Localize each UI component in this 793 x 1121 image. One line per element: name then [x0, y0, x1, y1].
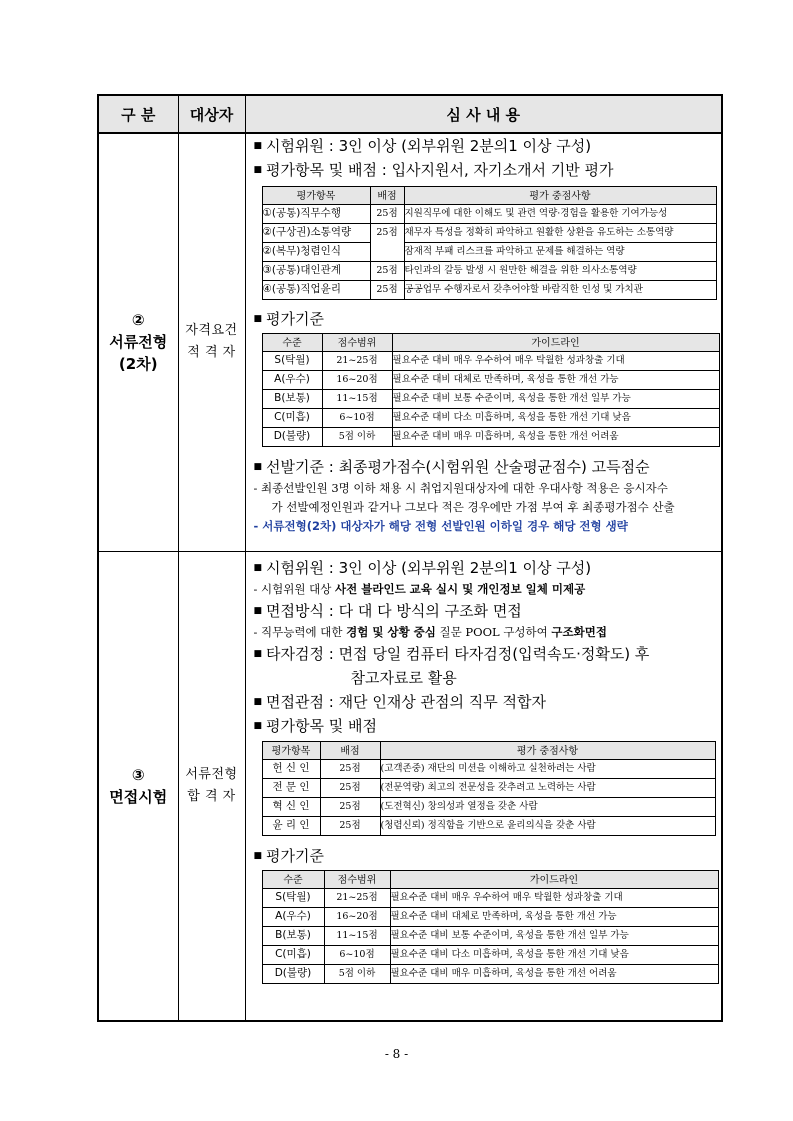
- table-row: [262, 945, 718, 964]
- score-cell: 25점: [370, 281, 404, 300]
- section3-target-line1: 서류전형: [185, 766, 238, 782]
- section3-examiners-note: - 시험위원 대상 사전 블라인드 교육 실시 및 개인정보 일체 미제공: [253, 581, 586, 596]
- section2-bullet-examiners: ■ 시험위원 : 3인 이상 (외부위원 2분의1 이상 구성): [253, 137, 592, 155]
- table-row: [262, 888, 718, 907]
- section2-selection-note-2: 가 선발예정인원과 같거나 그보다 적은 경우에만 가점 부여 후 최종평가점수 산출: [271, 500, 675, 514]
- score-cell: 25점: [320, 816, 380, 835]
- table-header-row: [262, 741, 715, 759]
- th-score: 배점: [320, 741, 380, 759]
- section2-items-table: [262, 186, 717, 300]
- section2-name: 서류전형: [109, 333, 168, 352]
- table-row: [262, 224, 716, 243]
- section2-selection-note-1: - 최종선발인원 3명 이하 채용 시 취업지원대상자에 대한 우대사항 적용은 응시자수: [253, 481, 668, 495]
- table-row: [262, 816, 715, 835]
- table-row: [262, 964, 718, 983]
- section2-content: [245, 133, 722, 551]
- guide-cell: 필요수준 대비 대체로 만족하며, 육성을 통한 개선 가능: [392, 371, 719, 390]
- section3-method-note: - 직무능력에 대한 경험 및 상황 중심 질문 POOL 구성하여 구조화면접: [253, 624, 607, 639]
- focus-cell: (청렴신뢰) 정직함을 기반으로 윤리의식을 갖춘 사람: [380, 816, 715, 835]
- guide-cell: 필요수준 대비 다소 미흡하며, 육성을 통한 개선 기대 낮음: [390, 945, 718, 964]
- guide-cell: 필요수준 대비 매우 우수하여 매우 탁월한 성과창출 기대: [390, 888, 718, 907]
- range-cell: 11~15점: [322, 390, 392, 409]
- range-cell: 21~25점: [322, 352, 392, 371]
- page-number: - 8 -: [384, 1047, 409, 1061]
- focus-cell: 지원직무에 대한 이해도 및 관련 역량·경험을 활용한 기여가능성: [404, 205, 716, 224]
- focus-cell: 채무자 특성을 정확히 파악하고 원활한 상환을 유도하는 소통역량: [404, 224, 716, 243]
- section2-criteria-table: [262, 333, 720, 447]
- header-row: [98, 95, 722, 133]
- score-cell: 25점: [320, 797, 380, 816]
- guide-cell: 필요수준 대비 보통 수준이며, 육성을 통한 개선 일부 가능: [390, 926, 718, 945]
- th-guide: 가이드라인: [392, 334, 719, 352]
- section2-target-line2: 적 격 자: [187, 345, 236, 361]
- score-cell: 25점: [320, 759, 380, 778]
- level-cell: B(보통): [262, 390, 322, 409]
- section2-bullet-criteria: ■ 평가기준: [253, 310, 324, 328]
- level-cell: A(우수): [262, 371, 322, 390]
- range-cell: 5점 이하: [324, 964, 390, 983]
- table-row: [262, 205, 716, 224]
- section3-typing-cont: 참고자료로 활용: [350, 668, 457, 687]
- level-cell: S(탁월): [262, 352, 322, 371]
- section3-target: [178, 551, 245, 1021]
- item-cell: ③(공통)대인관계: [262, 262, 370, 281]
- level-cell: A(우수): [262, 907, 324, 926]
- section2-target: [178, 133, 245, 551]
- focus-cell: (고객존중) 재단의 미션을 이해하고 실천하려는 사람: [380, 759, 715, 778]
- th-score: 배점: [370, 187, 404, 205]
- th-focus: 평가 중점사항: [404, 187, 716, 205]
- score-cell: 25점: [320, 778, 380, 797]
- section3-bullet-method: ■ 면접방식 : 다 대 다 방식의 구조화 면접: [253, 601, 522, 620]
- section3-content: [245, 551, 722, 1021]
- section2-sub: (2차): [118, 355, 158, 374]
- table-row: [262, 778, 715, 797]
- item-cell: ②(복무)청렴인식: [262, 243, 370, 262]
- focus-cell: 타인과의 갈등 발생 시 원만한 해결을 위한 의사소통역량: [404, 262, 716, 281]
- section2-target-line1: 자격요건: [185, 323, 238, 339]
- focus-cell: 공공업무 수행자로서 갖추어야할 바람직한 인성 및 가치관: [404, 281, 716, 300]
- item-cell: ④(공통)직업윤리: [262, 281, 370, 300]
- table-row: [262, 428, 719, 447]
- item-cell: 윤 리 인: [262, 816, 320, 835]
- section3-label: [98, 551, 178, 1021]
- score-cell: 25점: [370, 262, 404, 281]
- th-range: 점수범위: [324, 870, 390, 888]
- section2-number: ②: [131, 311, 145, 330]
- table-row: [262, 371, 719, 390]
- guide-cell: 필요수준 대비 보통 수준이며, 육성을 통한 개선 일부 가능: [392, 390, 719, 409]
- section-document-screening: [98, 133, 722, 551]
- section2-bullet-items: ■ 평가항목 및 배점 : 입사지원서, 자기소개서 기반 평가: [253, 161, 614, 179]
- table-row: [262, 907, 718, 926]
- th-item: 평가항목: [262, 741, 320, 759]
- focus-cell: (도전혁신) 창의성과 열정을 갖춘 사람: [380, 797, 715, 816]
- table-header-row: [262, 334, 719, 352]
- section2-selection-note-3: - 서류전형(2차) 대상자가 해당 전형 선발인원 이하일 경우 해당 전형 생략: [253, 519, 628, 533]
- focus-cell: 잠재적 부패 리스크를 파악하고 문제를 해결하는 역량: [404, 243, 716, 262]
- table-row: [262, 281, 716, 300]
- table-header-row: [262, 870, 718, 888]
- th-item: 평가항목: [262, 187, 370, 205]
- section3-target-line2: 합 격 자: [187, 788, 236, 804]
- level-cell: C(미흡): [262, 409, 322, 428]
- table-row: [262, 759, 715, 778]
- section3-number: ③: [131, 765, 145, 784]
- th-level: 수준: [262, 870, 324, 888]
- table-header-row: [262, 187, 716, 205]
- range-cell: 5점 이하: [322, 428, 392, 447]
- range-cell: 6~10점: [322, 409, 392, 428]
- guide-cell: 필요수준 대비 매우 미흡하며, 육성을 통한 개선 어려움: [392, 428, 719, 447]
- section3-bullet-view: ■ 면접관점 : 재단 인재상 관점의 직무 적합자: [253, 692, 547, 711]
- section-interview: [98, 551, 722, 1021]
- guide-cell: 필요수준 대비 매우 미흡하며, 육성을 통한 개선 어려움: [390, 964, 718, 983]
- score-cell: 25점: [370, 224, 404, 262]
- section3-bullet-criteria: ■ 평가기준: [253, 846, 324, 865]
- section3-criteria-table: [262, 870, 719, 984]
- level-cell: C(미흡): [262, 945, 324, 964]
- section3-bullet-examiners: ■ 시험위원 : 3인 이상 (외부위원 2분의1 이상 구성): [253, 558, 592, 577]
- focus-cell: (전문역량) 최고의 전문성을 갖추려고 노력하는 사람: [380, 778, 715, 797]
- score-cell: 25점: [370, 205, 404, 224]
- table-row: [262, 926, 718, 945]
- table-row: [262, 409, 719, 428]
- section3-bullet-items: ■ 평가항목 및 배점: [253, 716, 377, 735]
- item-cell: ②(구상권)소통역량: [262, 224, 370, 243]
- guide-cell: 필요수준 대비 다소 미흡하며, 육성을 통한 개선 기대 낮음: [392, 409, 719, 428]
- item-cell: 헌 신 인: [262, 759, 320, 778]
- section3-items-table: [262, 741, 716, 836]
- table-row: [262, 390, 719, 409]
- table-row: [262, 797, 715, 816]
- header-target: 대상자: [178, 95, 245, 133]
- item-cell: 혁 신 인: [262, 797, 320, 816]
- level-cell: D(불량): [262, 964, 324, 983]
- table-row: [262, 243, 716, 262]
- item-cell: ①(공통)직무수행: [262, 205, 370, 224]
- range-cell: 6~10점: [324, 945, 390, 964]
- th-guide: 가이드라인: [390, 870, 718, 888]
- level-cell: D(불량): [262, 428, 322, 447]
- guide-cell: 필요수준 대비 대체로 만족하며, 육성을 통한 개선 가능: [390, 907, 718, 926]
- range-cell: 16~20점: [322, 371, 392, 390]
- th-range: 점수범위: [322, 334, 392, 352]
- header-content: 심 사 내 용: [245, 95, 722, 133]
- table-row: [262, 262, 716, 281]
- main-table: [97, 94, 723, 1022]
- item-cell: 전 문 인: [262, 778, 320, 797]
- section2-bullet-selection: ■ 선발기준 : 최종평가점수(시험위원 산술평균점수) 고득점순: [253, 458, 650, 476]
- level-cell: B(보통): [262, 926, 324, 945]
- th-level: 수준: [262, 334, 322, 352]
- range-cell: 16~20점: [324, 907, 390, 926]
- level-cell: S(탁월): [262, 888, 324, 907]
- header-category: 구 분: [98, 95, 178, 133]
- section2-label: [98, 133, 178, 551]
- table-row: [262, 352, 719, 371]
- section3-name: 면접시험: [109, 787, 168, 806]
- guide-cell: 필요수준 대비 매우 우수하여 매우 탁월한 성과창출 기대: [392, 352, 719, 371]
- th-focus: 평가 중점사항: [380, 741, 715, 759]
- range-cell: 11~15점: [324, 926, 390, 945]
- section3-bullet-typing: ■ 타자검정 : 면접 당일 컴퓨터 타자검정(입력속도·정확도) 후: [253, 644, 650, 663]
- range-cell: 21~25점: [324, 888, 390, 907]
